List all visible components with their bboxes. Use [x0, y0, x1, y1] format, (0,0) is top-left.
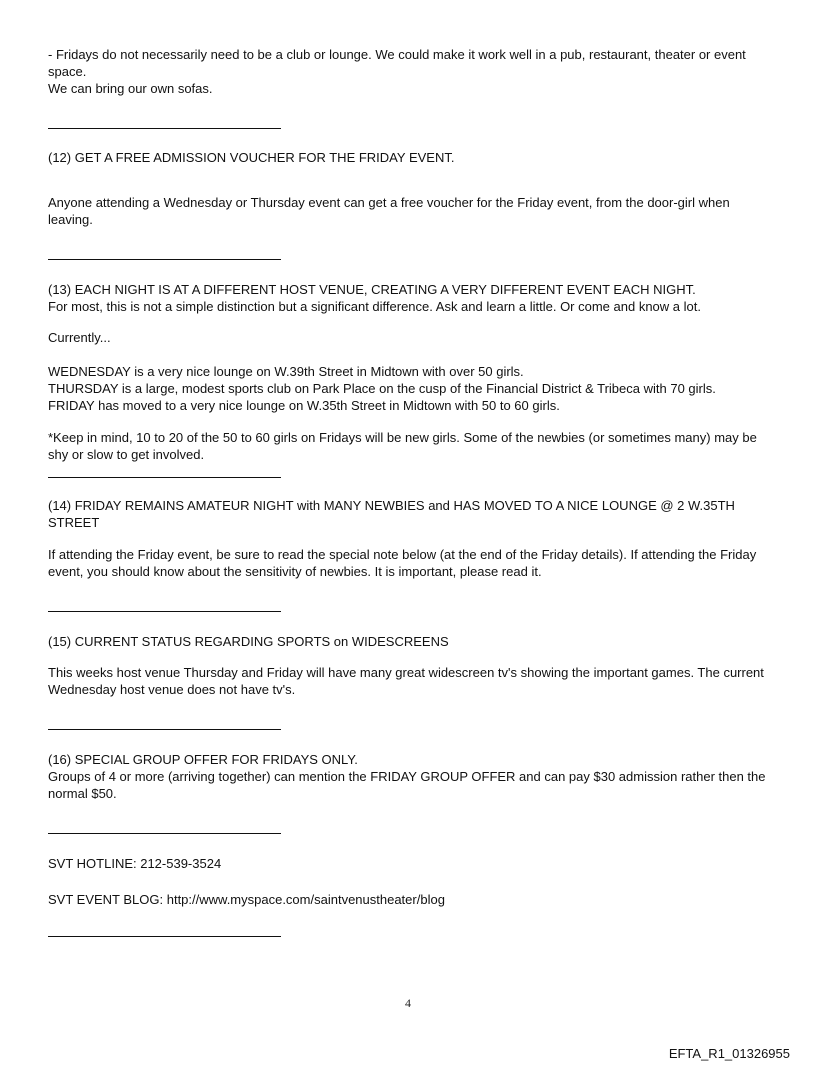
page-number: 4: [405, 996, 411, 1010]
section-13-currently: Currently...: [48, 330, 111, 345]
section-12-body: Anyone attending a Wednesday or Thursday event can get a free voucher for the Friday event, from the door-girl when leaving.: [48, 195, 730, 227]
section-16-heading: (16) SPECIAL GROUP OFFER FOR FRIDAYS ONLY.: [48, 752, 358, 767]
section-15-body: This weeks host venue Thursday and Friday will have many great widescreen tv's showing the important games. The current Wednesday host venue does not have tv's.: [48, 665, 764, 697]
intro-line-2: We can bring our own sofas.: [48, 81, 213, 96]
section-divider: [48, 936, 281, 937]
section-14-heading: (14) FRIDAY REMAINS AMATEUR NIGHT with MANY NEWBIES and HAS MOVED TO A NICE LOUNGE @ 2 W.35TH STREET: [48, 498, 735, 530]
section-13-subheading: For most, this is not a simple distinction but a significant difference. Ask and learn a little. Or come and know a lot.: [48, 299, 701, 314]
document-id: EFTA_R1_01326955: [668, 1046, 790, 1061]
section-12-heading: (12) GET A FREE ADMISSION VOUCHER FOR THE FRIDAY EVENT.: [48, 150, 455, 165]
section-13-note: *Keep in mind, 10 to 20 of the 50 to 60 girls on Fridays will be new girls. Some of the newbies (or sometimes many) may be shy or slow to get involved.: [48, 430, 757, 462]
svt-hotline: SVT HOTLINE: 212-539-3524: [48, 856, 222, 871]
section-14-body: If attending the Friday event, be sure to read the special note below (at the end of the Friday details). If attending the Friday event, you should know about the sensitivity of newbies. It is important, please read it.: [48, 547, 757, 579]
section-13-wednesday: WEDNESDAY is a very nice lounge on W.39th Street in Midtown with over 50 girls.: [48, 364, 524, 379]
section-16-body: Groups of 4 or more (arriving together) can mention the FRIDAY GROUP OFFER and can pay $30 admission rather then the normal $50.: [48, 769, 766, 801]
section-15-heading: (15) CURRENT STATUS REGARDING SPORTS on WIDESCREENS: [48, 634, 449, 649]
svt-event-blog: SVT EVENT BLOG: http://www.myspace.com/saintvenustheater/blog: [48, 892, 445, 907]
document-body: [48, 46, 772, 937]
section-13-friday: FRIDAY has moved to a very nice lounge on W.35th Street in Midtown with 50 to 60 girls.: [48, 398, 560, 413]
section-13-thursday: THURSDAY is a large, modest sports club on Park Place on the cusp of the Financial District & Tribeca with 70 girls.: [48, 381, 716, 396]
intro-line-1: - Fridays do not necessarily need to be a club or lounge. We could make it work well in a pub, restaurant, theater or event space.: [48, 47, 746, 79]
section-13-heading: (13) EACH NIGHT IS AT A DIFFERENT HOST VENUE, CREATING A VERY DIFFERENT EVENT EACH NIGHT.: [48, 282, 696, 297]
